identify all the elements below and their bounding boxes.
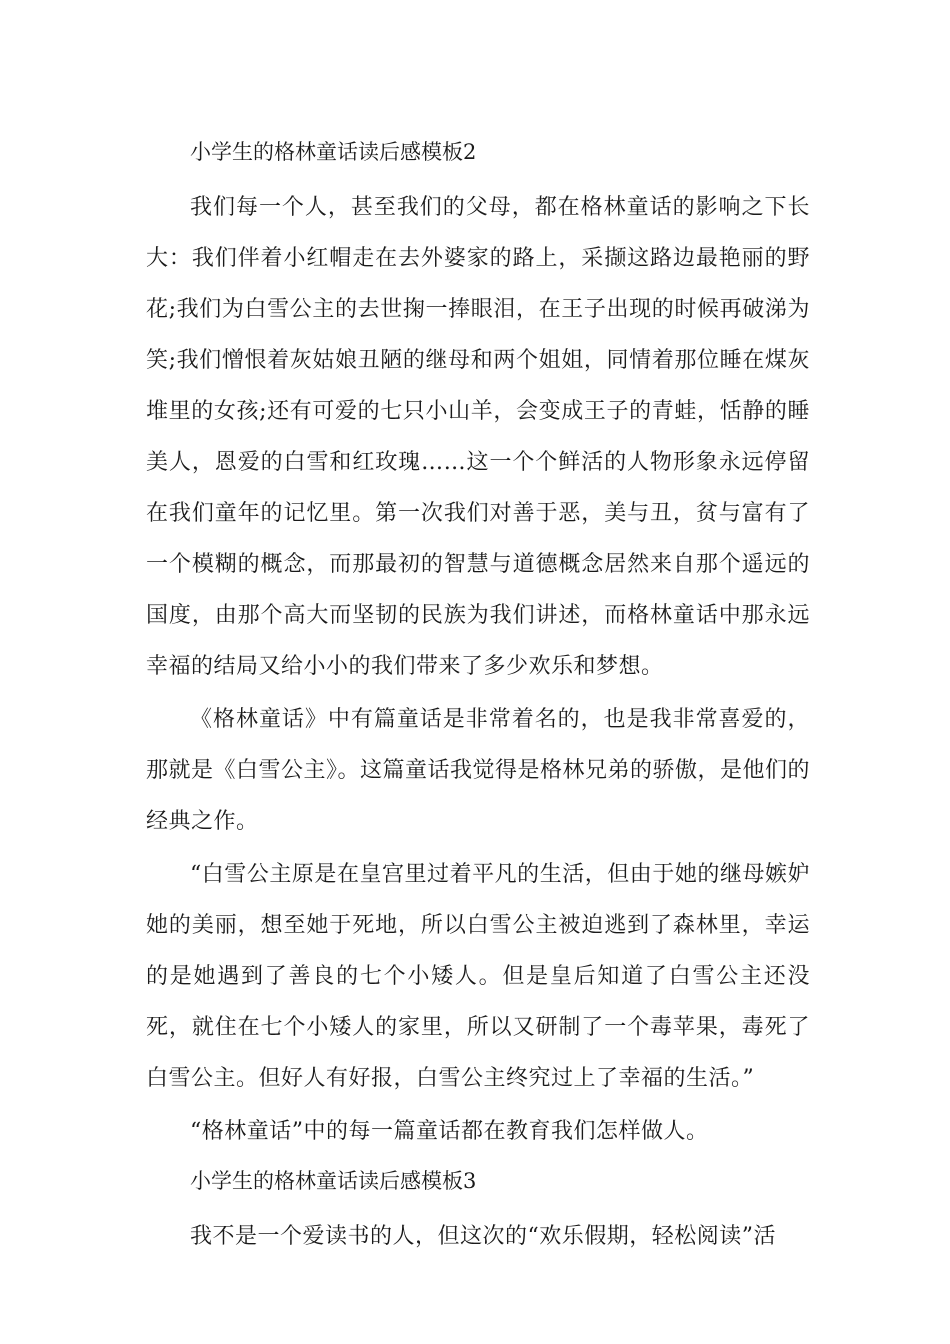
section-heading: 小学生的格林童话读后感模板2 [190, 140, 477, 164]
body-paragraph: 《格林童话》中有篇童话是非常着名的，也是我非常喜爱的，那就是《白雪公主》。这篇童话我觉得是格林兄弟的骄傲，是他们的经典之作。 [146, 707, 811, 834]
body-paragraph: “格林童话”中的每一篇童话都在教育我们怎样做人。 [190, 1119, 709, 1144]
section-heading: 小学生的格林童话读后感模板3 [190, 1169, 477, 1193]
body-paragraph: “白雪公主原是在皇宫里过着平凡的生活，但由于她的继母嫉妒她的美丽，想至她于死地，所以白雪公主被迫逃到了森林里，幸运的是她遇到了善良的七个小矮人。但是皇后知道了白雪公主还没死，就住在七个小矮人的家里，所以又研制了一个毒苹果，毒死了白雪公主。但好人有好报，白雪公主终究过上了幸福的生活。” [146, 862, 810, 1091]
document-body [146, 130, 810, 1264]
body-paragraph: 我不是一个爱读书的人，但这次的“欢乐假期，轻松阅读”活 [190, 1224, 776, 1249]
body-paragraph: 我们每一个人，甚至我们的父母，都在格林童话的影响之下长大：我们伴着小红帽走在去外婆家的路上，采撷这路边最艳丽的野花;我们为白雪公主的去世掬一捧眼泪，在王子出现的时候再破涕为笑;我们憎恨着灰姑娘丑陋的继母和两个姐姐，同情着那位睡在煤灰堆里的女孩;还有可爱的七只小山羊，会变成王子的青蛙，恬静的睡美人，恩爱的白雪和红玫瑰……这一个个鲜活的人物形象永远停留在我们童年的记忆里。第一次我们对善于恶，美与丑，贫与富有了一个模糊的概念，而那最初的智慧与道德概念居然来自那个遥远的国度，由那个高大而坚韧的民族为我们讲述，而格林童话中那永远幸福的结局又给小小的我们带来了多少欢乐和梦想。 [146, 195, 810, 679]
